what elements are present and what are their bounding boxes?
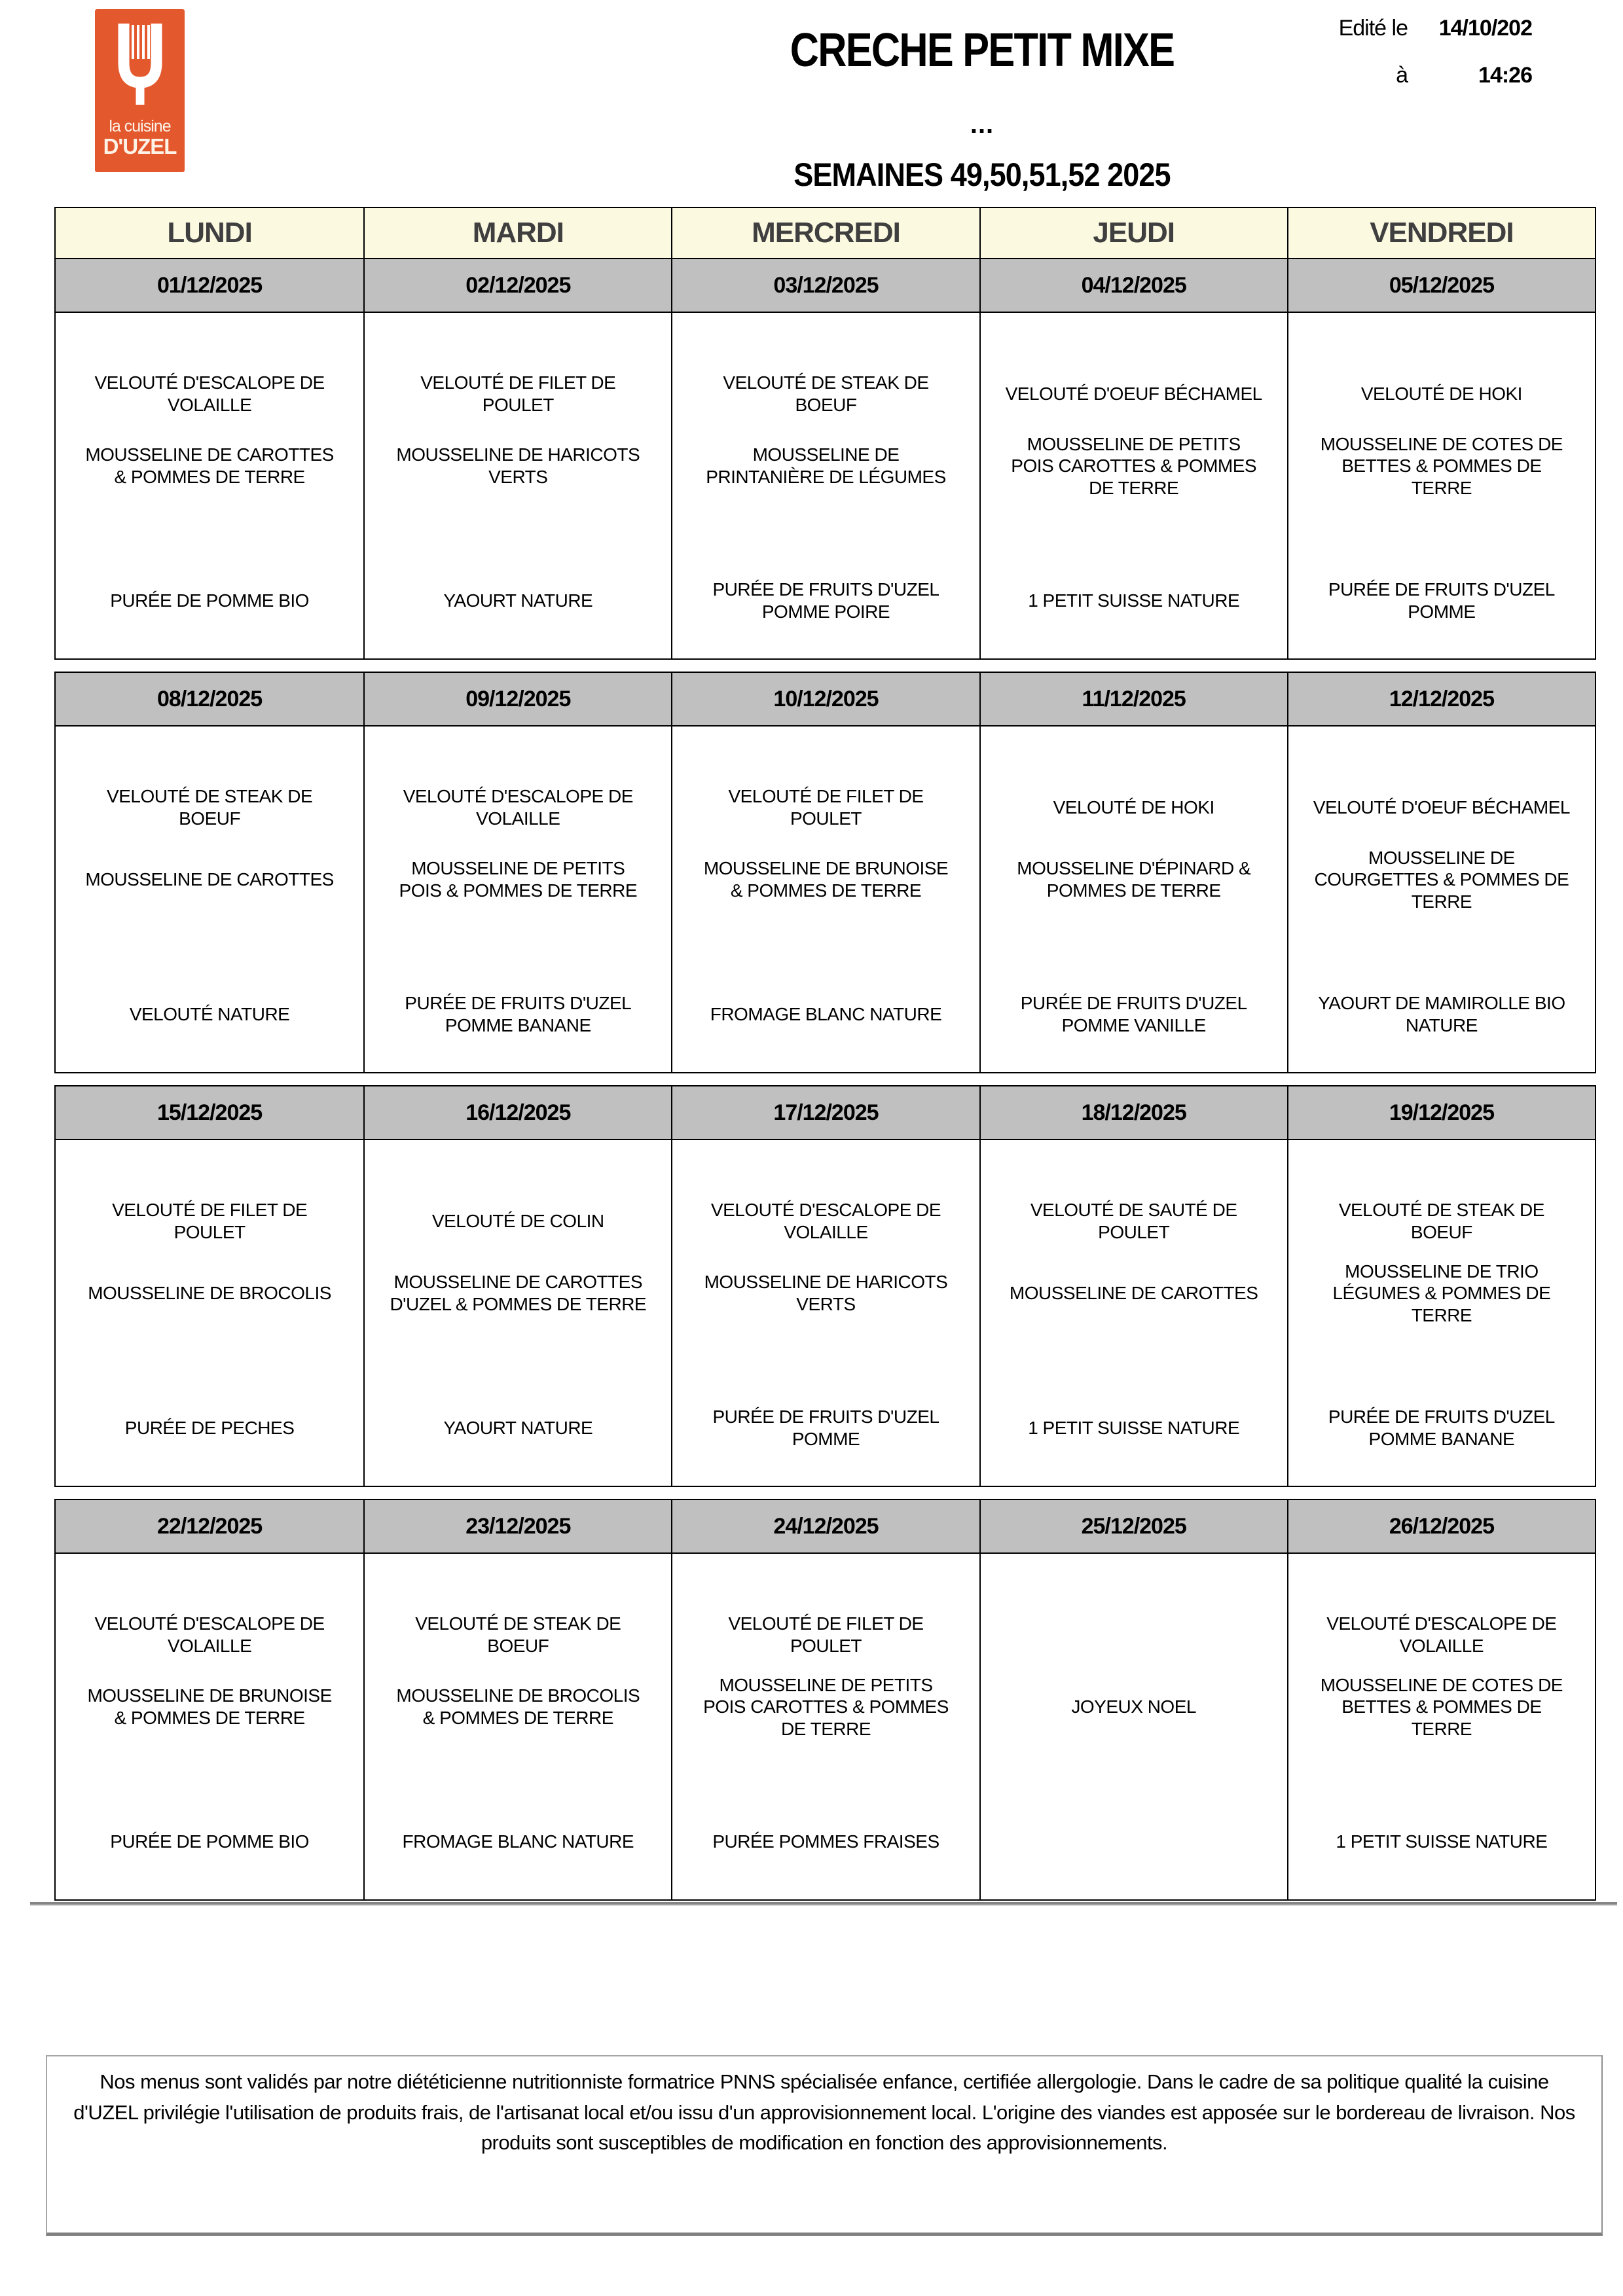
day-menu-cell — [56, 726, 363, 1072]
menu-item-soup: VELOUTÉ D'ESCALOPE DE VOLAILLE — [710, 1200, 941, 1242]
date-cell: 19/12/2025 — [1287, 1086, 1595, 1139]
date-cell: 16/12/2025 — [363, 1086, 671, 1139]
date-cell: 18/12/2025 — [979, 1086, 1287, 1139]
date-cell: 25/12/2025 — [979, 1500, 1287, 1552]
menu-item-soup: VELOUTÉ DE SAUTÉ DE POULET — [1030, 1200, 1237, 1242]
menu-item-dessert: PURÉE DE FRUITS D'UZEL POMME BANANE — [405, 993, 632, 1035]
menu-item-main: JOYEUX NOEL — [1071, 1696, 1196, 1717]
day-header-row — [54, 207, 1596, 259]
menu-item-main: MOUSSELINE DE TRIO LÉGUMES & POMMES DE TERRE — [1332, 1261, 1551, 1325]
menu-item-main: MOUSSELINE DE CAROTTES — [85, 869, 334, 890]
menu-item-dessert: PURÉE DE POMME BIO — [110, 1831, 309, 1852]
day-menu-cell — [671, 1554, 979, 1899]
day-menu-cell — [979, 313, 1287, 658]
menu-item-main: MOUSSELINE DE HARICOTS VERTS — [704, 1272, 948, 1314]
menu-item-main: MOUSSELINE DE BROCOLIS — [88, 1283, 331, 1304]
title-ellipsis: ... — [970, 110, 994, 139]
menu-item-main: MOUSSELINE D'ÉPINARD & POMMES DE TERRE — [1017, 858, 1251, 901]
menu-row — [56, 1140, 1595, 1486]
footer-note-box — [46, 2055, 1603, 2236]
menu-item-dessert: PURÉE DE FRUITS D'UZEL POMME — [1328, 579, 1555, 622]
date-cell: 05/12/2025 — [1287, 259, 1595, 312]
menu-row — [56, 726, 1595, 1072]
day-menu-cell — [979, 726, 1287, 1072]
menu-item-soup: VELOUTÉ DE FILET DE POULET — [728, 786, 924, 829]
day-menu-cell — [1287, 726, 1595, 1072]
menu-item-dessert: PURÉE DE FRUITS D'UZEL POMME BANANE — [1328, 1407, 1555, 1449]
menu-item-dessert: 1 PETIT SUISSE NATURE — [1028, 590, 1240, 611]
weeks-subtitle: SEMAINES 49,50,51,52 2025 — [793, 156, 1171, 193]
date-cell: 17/12/2025 — [671, 1086, 979, 1139]
menu-item-soup: VELOUTÉ D'OEUF BÉCHAMEL — [1313, 797, 1570, 818]
menu-item-main: MOUSSELINE DE COURGETTES & POMMES DE TERRE — [1314, 847, 1569, 912]
day-menu-cell — [363, 1554, 671, 1899]
day-menu-cell — [1287, 313, 1595, 658]
menu-item-soup: VELOUTÉ D'ESCALOPE DE VOLAILLE — [403, 786, 633, 829]
date-cell: 22/12/2025 — [157, 1513, 263, 1539]
menu-item-main: MOUSSELINE DE PETITS POIS & POMMES DE TERRE — [399, 858, 637, 901]
page-title: CRECHE PETIT MIXE — [790, 24, 1175, 77]
menu-table — [54, 207, 1596, 1901]
menu-item-main: MOUSSELINE DE CAROTTES — [1009, 1283, 1258, 1304]
menu-item-soup: VELOUTÉ DE STEAK DE BOEUF — [107, 786, 313, 829]
date-row — [56, 673, 1595, 726]
menu-item-main: MOUSSELINE DE BROCOLIS & POMMES DE TERRE — [396, 1685, 640, 1728]
day-menu-cell — [363, 313, 671, 658]
menu-item-soup: VELOUTÉ D'ESCALOPE DE VOLAILLE — [94, 372, 325, 415]
date-cell: 08/12/2025 — [157, 686, 263, 711]
date-cell: 24/12/2025 — [671, 1500, 979, 1552]
day-menu-cell — [56, 1140, 363, 1486]
menu-item-main: MOUSSELINE DE PETITS POIS CAROTTES & POMMES DE TERRE — [703, 1674, 949, 1739]
edited-date-value: 14/10/202 — [1438, 16, 1532, 41]
menu-item-main: MOUSSELINE DE CAROTTES & POMMES DE TERRE — [85, 444, 334, 487]
date-cell: 15/12/2025 — [157, 1100, 263, 1125]
brand-name-line2: D'UZEL — [103, 134, 177, 159]
brand-name-line1: la cuisine — [109, 117, 171, 135]
section-divider — [30, 1902, 1617, 1906]
menu-item-dessert: 1 PETIT SUISSE NATURE — [1028, 1418, 1240, 1439]
menu-item-soup: VELOUTÉ DE FILET DE POULET — [112, 1200, 308, 1242]
menu-item-soup: VELOUTÉ DE HOKI — [1053, 797, 1214, 818]
menu-item-dessert: YAOURT DE MAMIROLLE BIO NATURE — [1318, 993, 1565, 1035]
day-menu-cell — [1287, 1140, 1595, 1486]
menu-item-main: MOUSSELINE DE BRUNOISE & POMMES DE TERRE — [87, 1685, 332, 1728]
day-menu-cell — [671, 1140, 979, 1486]
menu-item-soup: VELOUTÉ DE STEAK DE BOEUF — [1338, 1200, 1544, 1242]
menu-item-soup: VELOUTÉ DE FILET DE POULET — [420, 372, 616, 415]
day-menu-cell — [363, 726, 671, 1072]
date-cell: 03/12/2025 — [671, 259, 979, 312]
fork-logo-icon — [104, 9, 176, 117]
day-header-lundi: LUNDI — [167, 217, 252, 249]
date-cell: 01/12/2025 — [157, 272, 263, 298]
menu-item-main: MOUSSELINE DE PRINTANIÈRE DE LÉGUMES — [706, 444, 946, 487]
menu-item-dessert: PURÉE DE FRUITS D'UZEL POMME — [712, 1407, 939, 1449]
date-cell: 09/12/2025 — [363, 673, 671, 725]
menu-item-soup: VELOUTÉ DE COLIN — [431, 1211, 604, 1232]
date-cell: 02/12/2025 — [363, 259, 671, 312]
day-menu-cell — [56, 1554, 363, 1899]
menu-item-main: MOUSSELINE DE HARICOTS VERTS — [396, 444, 640, 487]
day-header-jeudi: JEUDI — [979, 208, 1287, 258]
date-cell: 23/12/2025 — [363, 1500, 671, 1552]
menu-item-dessert: PURÉE DE POMME BIO — [110, 590, 309, 611]
day-header-mardi: MARDI — [363, 208, 671, 258]
footer-note-text: Nos menus sont validés par notre diététicienne nutritionniste formatrice PNNS spécialisée enfance, certifiée allergologie. Dans le cadre de sa politique qualité la cuisine d'UZEL privilégie l'utilisation de produits frais, de l'artisanat local et/ou issu d'un approvisionnement local. L'origine des viandes est apposée sur le bordereau de livraison. Nos produits sont susceptibles de modification en fonction des approvisionnements. — [73, 2070, 1575, 2154]
menu-item-dessert: VELOUTÉ NATURE — [129, 1004, 290, 1025]
date-row — [56, 1086, 1595, 1140]
menu-item-soup: VELOUTÉ DE STEAK DE BOEUF — [723, 372, 929, 415]
menu-item-soup: VELOUTÉ D'ESCALOPE DE VOLAILLE — [1326, 1613, 1557, 1656]
date-cell: 12/12/2025 — [1287, 673, 1595, 725]
date-row — [56, 1500, 1595, 1554]
day-menu-cell — [979, 1140, 1287, 1486]
menu-item-dessert: 1 PETIT SUISSE NATURE — [1336, 1831, 1548, 1852]
menu-item-dessert: FROMAGE BLANC NATURE — [710, 1004, 942, 1025]
week-block-3 — [54, 1085, 1596, 1487]
menu-item-main: MOUSSELINE DE COTES DE BETTES & POMMES DE TERRE — [1320, 433, 1563, 498]
menu-item-soup: VELOUTÉ D'OEUF BÉCHAMEL — [1005, 384, 1262, 404]
menu-row — [56, 313, 1595, 658]
date-cell: 26/12/2025 — [1287, 1500, 1595, 1552]
date-cell: 04/12/2025 — [979, 259, 1287, 312]
day-header-vendredi: VENDREDI — [1287, 208, 1595, 258]
menu-item-soup: VELOUTÉ DE FILET DE POULET — [728, 1613, 924, 1656]
menu-item-dessert: PURÉE DE FRUITS D'UZEL POMME POIRE — [712, 579, 939, 622]
day-menu-cell — [56, 313, 363, 658]
menu-item-dessert — [987, 1809, 1281, 1874]
menu-item-dessert: PURÉE DE PECHES — [124, 1418, 295, 1439]
brand-logo — [95, 9, 185, 172]
day-header-mercredi: MERCREDI — [671, 208, 979, 258]
day-menu-cell — [363, 1140, 671, 1486]
date-row — [56, 259, 1595, 313]
day-menu-cell — [1287, 1554, 1595, 1899]
menu-item-main: MOUSSELINE DE BRUNOISE & POMMES DE TERRE — [703, 858, 949, 901]
day-menu-cell — [979, 1554, 1287, 1899]
menu-item-dessert: YAOURT NATURE — [443, 590, 593, 611]
menu-item-main: MOUSSELINE DE CAROTTES D'UZEL & POMMES DE TERRE — [390, 1272, 647, 1314]
menu-item-dessert: PURÉE POMMES FRAISES — [712, 1831, 939, 1852]
menu-item-main: MOUSSELINE DE PETITS POIS CAROTTES & POMMES DE TERRE — [1011, 433, 1257, 498]
edited-date-label: Edité le — [1338, 16, 1408, 41]
date-cell: 10/12/2025 — [671, 673, 979, 725]
day-menu-cell — [671, 313, 979, 658]
menu-item-dessert: PURÉE DE FRUITS D'UZEL POMME VANILLE — [1020, 993, 1247, 1035]
menu-item-soup: VELOUTÉ D'ESCALOPE DE VOLAILLE — [94, 1613, 325, 1656]
week-block-4 — [54, 1499, 1596, 1901]
menu-item-main: MOUSSELINE DE COTES DE BETTES & POMMES DE TERRE — [1320, 1674, 1563, 1739]
edited-time-value: 14:26 — [1478, 63, 1532, 88]
menu-item-dessert: YAOURT NATURE — [443, 1418, 593, 1439]
menu-item-soup — [987, 1605, 1281, 1665]
day-menu-cell — [671, 726, 979, 1072]
menu-item-soup: VELOUTÉ DE STEAK DE BOEUF — [415, 1613, 621, 1656]
week-block-1 — [54, 259, 1596, 660]
menu-item-dessert: FROMAGE BLANC NATURE — [402, 1831, 634, 1852]
menu-row — [56, 1554, 1595, 1899]
week-block-2 — [54, 672, 1596, 1073]
date-cell: 11/12/2025 — [979, 673, 1287, 725]
edited-time-label: à — [1396, 63, 1408, 88]
menu-item-soup: VELOUTÉ DE HOKI — [1360, 384, 1522, 404]
